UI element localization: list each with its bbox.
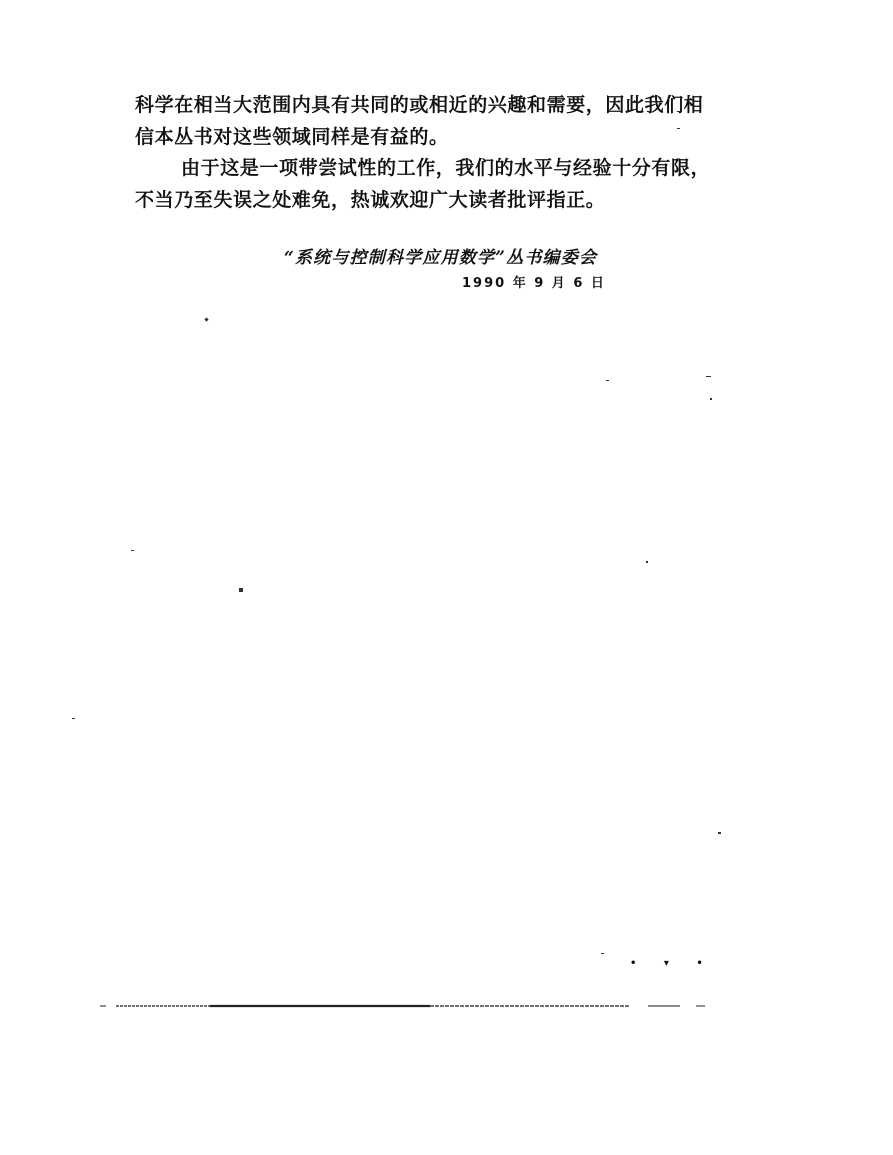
- paragraph-continuation: 科学在相当大范围内具有共同的或相近的兴趣和需要，因此我们相信本丛书对这些领域同样是有益的。: [135, 94, 704, 148]
- scan-speck: [710, 398, 712, 400]
- editorial-committee-signature: “系统与控制科学应用数学”丛书编委会: [284, 248, 598, 268]
- scan-speck: [677, 128, 680, 129]
- scan-speck: [706, 376, 711, 377]
- scan-speck: [718, 832, 721, 834]
- scan-speck: [72, 718, 75, 719]
- scan-speck: [601, 953, 604, 954]
- paragraph-closing: 由于这是一项带尝试性的工作，我们的水平与经验十分有限，不当乃至失误之处难免，热诚欢迎广大读者批评指正。: [135, 157, 711, 211]
- scan-speck: [606, 380, 609, 381]
- footer-rule: [100, 1004, 705, 1008]
- scan-speck: [646, 561, 648, 563]
- page-marker: • ▾ •: [630, 958, 715, 969]
- scan-speck: [239, 588, 243, 592]
- scan-speck: [131, 550, 134, 551]
- signature-date: 1990 年 9 月 6 日: [462, 276, 606, 291]
- scan-speck: [204, 317, 208, 321]
- body-text: [135, 90, 720, 216]
